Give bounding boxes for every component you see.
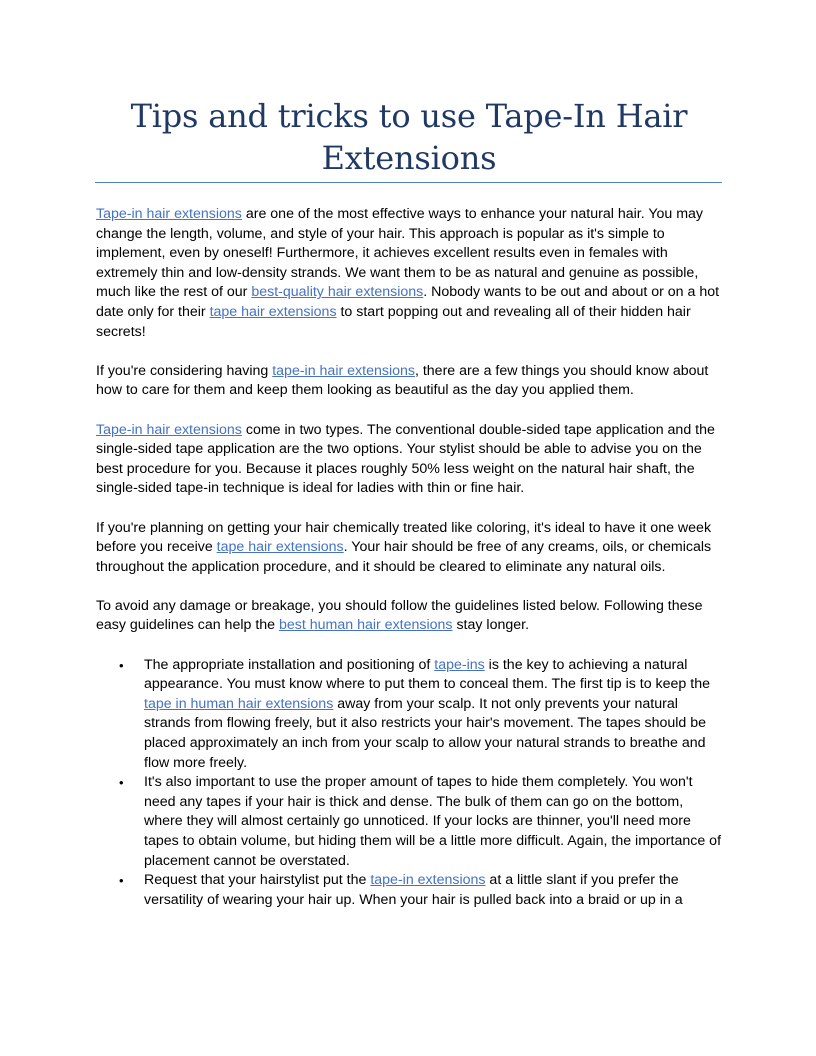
- paragraph-text: is the key to achieving a natural appearance. You must know where to put them to conceal them. The first tip is to keep the: [144, 656, 710, 693]
- hyperlink[interactable]: tape in human hair extensions: [144, 695, 334, 712]
- hyperlink[interactable]: tape-in hair extensions: [272, 362, 415, 379]
- hyperlink[interactable]: tape-ins: [434, 656, 485, 673]
- paragraph-text: If you're considering having: [96, 362, 273, 379]
- hyperlink[interactable]: best human hair extensions: [279, 617, 453, 634]
- paragraph-text: . Your hair should be free of any creams, oils, or chemicals throughout the application procedure, and it should be cleared to eliminate any natural oils.: [96, 539, 712, 575]
- hyperlink[interactable]: tape hair extensions: [216, 539, 344, 556]
- bullet-icon: •: [119, 873, 124, 889]
- paragraph-text: come in two types. The conventional double-sided tape application and the single-sided tape application are the two options. Your stylist should be able to advise you on the best procedure for you. Because it places roughly 50% less weight on the natural hair shaft, the single-sided tape-in technique is ideal for ladies with thin or fine hair.: [96, 421, 715, 497]
- paragraph: [96, 362, 722, 401]
- bullet-item: [119, 773, 722, 871]
- document-body: [96, 205, 722, 910]
- hyperlink[interactable]: tape hair extensions: [209, 303, 337, 320]
- paragraph-text: If you're planning on getting your hair chemically treated like coloring, it's ideal to have it one week before you receive: [96, 519, 712, 556]
- hyperlink[interactable]: tape-in extensions: [370, 872, 486, 889]
- hyperlink[interactable]: Tape-in hair extensions: [96, 421, 242, 438]
- paragraph-text: are one of the most effective ways to enhance your natural hair. You may change the length, volume, and style of your hair. This approach is popular as it's simple to implement, even by oneself! Furthermore, it achieves excellent results even in females with extremely thin and low-density strands. We want them to be as natural and genuine as possible, much like the rest of our: [96, 206, 704, 301]
- bullet-icon: •: [119, 775, 124, 791]
- bullet-item: [119, 871, 722, 910]
- paragraph-text: to start popping out and revealing all of their hidden hair secrets!: [96, 303, 691, 340]
- bullet-icon: •: [119, 657, 124, 673]
- paragraph: [96, 205, 722, 342]
- title-underline: [95, 182, 722, 183]
- paragraph-text: Request that your hairstylist put the: [144, 872, 371, 889]
- paragraph: [96, 519, 722, 578]
- paragraph-text: To avoid any damage or breakage, you should follow the guidelines listed below. Following these easy guidelines can help the: [96, 597, 703, 634]
- hyperlink[interactable]: Tape-in hair extensions: [96, 206, 242, 222]
- paragraph-text: away from your scalp. It not only prevents your natural strands from flowing freely, but it also restricts your hair's movement. The tapes should be placed approximately an inch from your scalp to allow your natural strands to breathe and flow more freely.: [144, 695, 707, 771]
- bullet-item: [119, 656, 722, 774]
- paragraph-text: It's also important to use the proper amount of tapes to hide them completely. You won't need any tapes if your hair is thick and dense. The bulk of them can go on the bottom, where they will almost certainly go unnoticed. If your locks are thinner, you'll need more tapes to obtain volume, but hiding them will be a little more difficult. Again, the importance of placement cannot be overstated.: [144, 774, 722, 869]
- paragraphs: [96, 205, 722, 636]
- paragraph-text: , there are a few things you should know about how to care for them and keep them looking as beautiful as the day you applied them.: [96, 362, 709, 399]
- paragraph-text: at a little slant if you prefer the versatility of wearing your hair up. When your hair is pulled back into a braid or up in a: [144, 872, 683, 908]
- document-title: Tips and tricks to use Tape-In Hair Extensions: [130, 97, 688, 177]
- bullet-list: [96, 656, 722, 911]
- paragraph-text: . Nobody wants to be out and about or on a hot date only for their: [96, 284, 720, 320]
- paragraph: [96, 421, 722, 499]
- paragraph-text: stay longer.: [452, 617, 530, 634]
- hyperlink[interactable]: best-quality hair extensions: [251, 284, 424, 301]
- paragraph: [96, 597, 722, 636]
- paragraph-text: The appropriate installation and positioning of: [144, 656, 435, 673]
